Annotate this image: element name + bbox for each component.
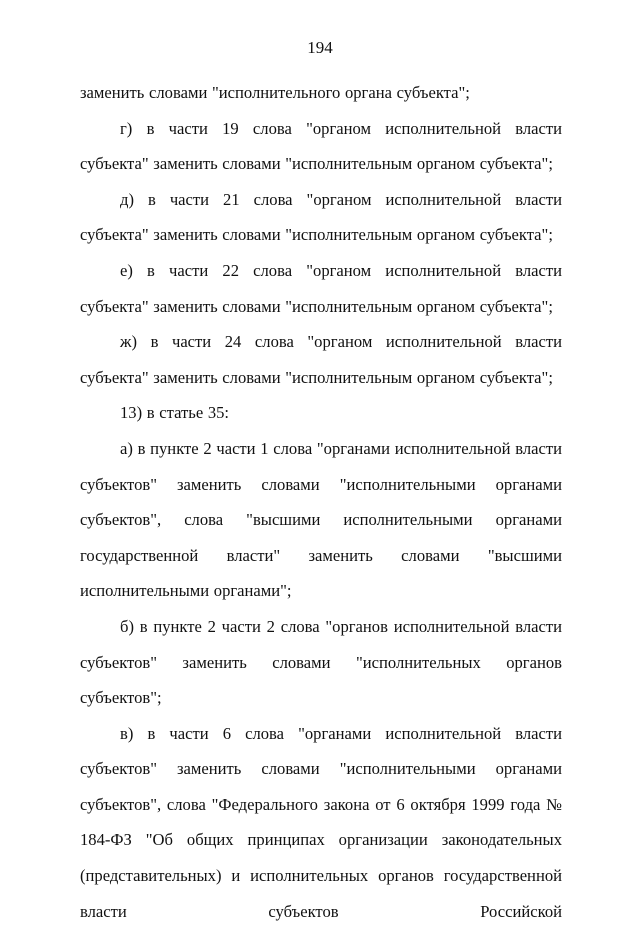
paragraph: 13) в статье 35: [120,403,230,423]
paragraph: в) в части 6 слова "органами исполнительной власти субъектов" заменить словами "исполнительными органами субъектов", слова "Федерального закона от 6 октября 1999 года № 184-ФЗ "Об общих принципах организации законодательных (представительных) и исполнительных органов государственной власти субъектов Российской [80,723,562,921]
paragraph: заменить словами "исполнительного органа субъекта"; [80,83,470,102]
document-body [80,75,562,929]
paragraph: б) в пункте 2 части 2 слова "органов исполнительной власти субъектов" заменить словами "исполнительных органов субъектов"; [80,616,562,708]
paragraph: е) в части 22 слова "органом исполнительной власти субъекта" заменить словами "исполнительным органом субъекта"; [80,260,562,316]
paragraph: а) в пункте 2 части 1 слова "органами исполнительной власти субъектов" заменить словами "исполнительными органами субъектов", слова "высшими исполнительными органами государственной власти" заменить словами "высшими исполнительными органами"; [80,438,562,601]
page-number: 194 [307,38,333,57]
paragraph: г) в части 19 слова "органом исполнительной власти субъекта" заменить словами "исполнительным органом субъекта"; [80,118,562,174]
paragraph: ж) в части 24 слова "органом исполнительной власти субъекта" заменить словами "исполнительным органом субъекта"; [80,332,562,387]
paragraph: д) в части 21 слова "органом исполнительной власти субъекта" заменить словами "исполнительным органом субъекта"; [80,189,562,245]
